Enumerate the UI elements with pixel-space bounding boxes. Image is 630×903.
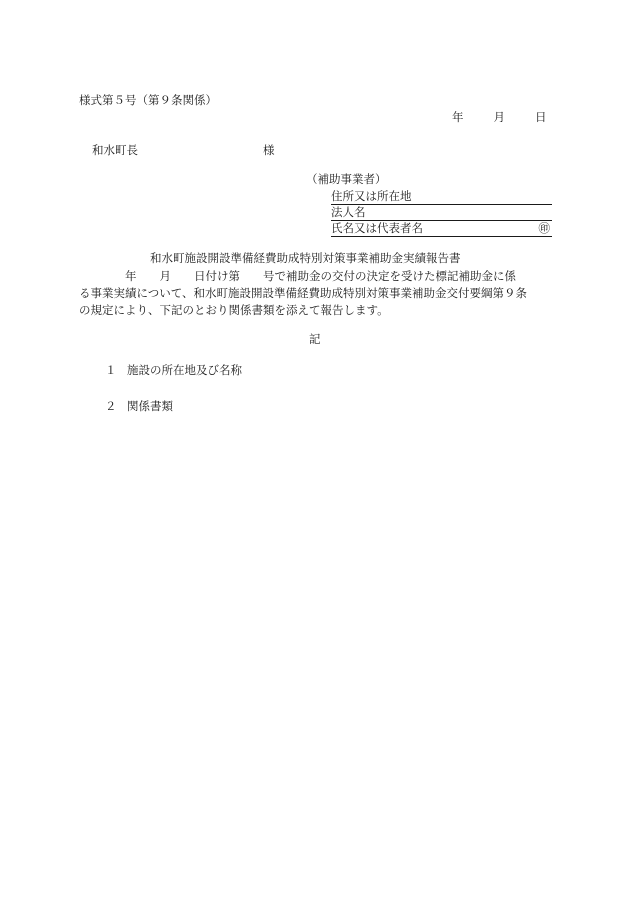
seal-mark: ㊞: [538, 220, 550, 235]
representative-name-field[interactable]: [331, 221, 552, 237]
body-line-1: 年 月 日付け第 号で補助金の交付の決定を受けた標記補助金に係: [79, 269, 516, 283]
date-line: [452, 112, 547, 124]
document-title: 和水町施設開設準備経費助成特別対策事業補助金実績報告書: [150, 251, 461, 265]
body-line-2: る事業実績について、和水町施設開設準備経費助成特別対策事業補助金交付要綱第９条: [79, 286, 528, 300]
item-number: １: [105, 363, 117, 377]
item-label: 施設の所在地及び名称: [127, 363, 242, 377]
item-number: ２: [105, 399, 117, 413]
ki-heading: 記: [309, 332, 321, 346]
address-label: 住所又は所在地: [331, 188, 412, 203]
date-month: 月: [493, 110, 505, 124]
corporation-name-label: 法人名: [331, 204, 366, 219]
item-label: 関係書類: [127, 399, 173, 413]
addressee-honorific: 様: [263, 143, 275, 157]
corporation-name-field[interactable]: [331, 205, 552, 221]
address-field[interactable]: [331, 189, 552, 205]
list-item: [105, 401, 173, 413]
date-day: 日: [535, 110, 547, 124]
applicant-heading: （補助事業者）: [306, 172, 387, 186]
addressee: 和水町長: [92, 143, 138, 157]
body-paragraph: [79, 268, 553, 319]
list-item: [105, 365, 242, 377]
date-year: 年: [452, 110, 464, 124]
body-line-3: の規定により、下記のとおり関係書類を添えて報告します。: [79, 303, 389, 317]
representative-name-label: 氏名又は代表者名: [331, 220, 423, 235]
form-number: 様式第５号（第９条関係）: [79, 93, 217, 107]
